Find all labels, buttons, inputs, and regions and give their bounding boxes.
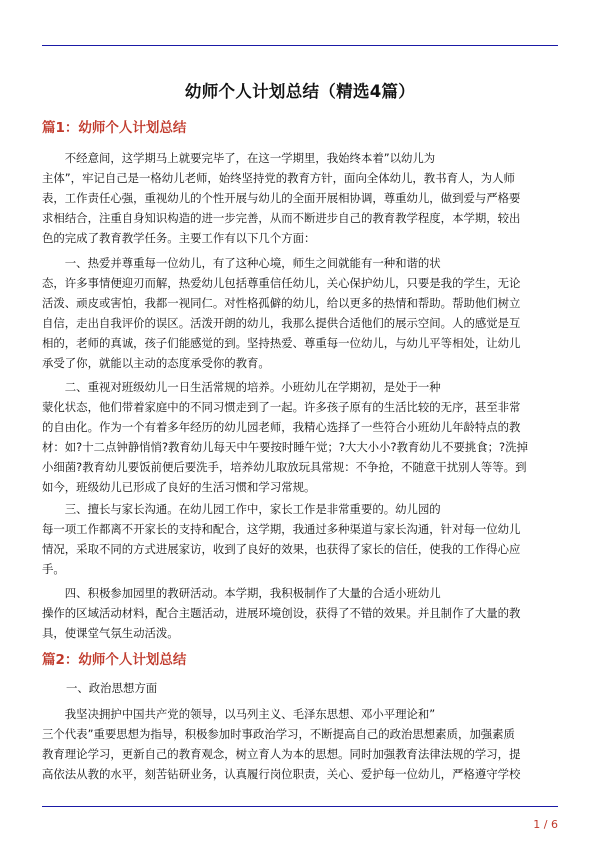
text-line: 如今，班级幼儿已形成了良好的生活习惯和学习常规。 xyxy=(42,480,316,494)
text-line: 一、热爱并尊重每一位幼儿，有了这种心境，师生之间就能有一种和谐的状 xyxy=(42,256,441,270)
text-line: 我坚决拥护中国共产党的领导，以马列主义、毛泽东思想、邓小平理论和” xyxy=(42,707,436,721)
paragraph-parent-communication xyxy=(42,499,560,579)
text-line: 表，工作责任心强，重视幼儿的个性开展与幼儿的全面开展相协调，尊重幼儿，做到爱与严格要 xyxy=(42,191,521,205)
paragraph-political-thought xyxy=(42,704,560,784)
text-line: 活泼、顽皮或害怕，我都一视同仁。对性格孤僻的幼儿，给以更多的热情和帮助。帮助他们树立 xyxy=(42,296,521,310)
text-line: 四、积极参加园里的教研活动。本学期，我积极制作了大量的合适小班幼儿 xyxy=(42,586,441,600)
text-line: 不经意间，这学期马上就要完毕了，在这一学期里，我始终本着”以幼儿为 xyxy=(42,151,436,165)
paragraph-teaching-research xyxy=(42,583,560,643)
text-line: 色的完成了教育教学任务。主要工作有以下几个方面： xyxy=(42,231,316,245)
page-indicator: 1 / 6 xyxy=(533,818,558,831)
text-line: 相的，老师的真诚，孩子们能感觉的到。坚持热爱、尊重每一位幼儿，与幼儿平等相处，让幼儿 xyxy=(42,336,521,350)
text-line: 教育理论学习，更新自己的教育观念，树立育人为本的思想。同时加强教育法律法规的学习，提 xyxy=(42,747,521,761)
document-title: 幼师个人计划总结（精选4篇） xyxy=(184,82,416,101)
paragraph-love-children xyxy=(42,253,560,373)
text-line: 三、擅长与家长沟通。在幼儿园工作中，家长工作是非常重要的。幼儿园的 xyxy=(42,502,441,516)
paragraph-daily-routine xyxy=(42,377,560,497)
text-line: 求相结合，注重自身知识构造的进一步完善，从而不断进步自己的教育教学程度，本学期，较出 xyxy=(42,211,521,225)
text-line: 自信，走出自我评价的误区。活泼开朗的幼儿，我那么提供合适他们的展示空间。人的感觉是互 xyxy=(42,316,521,330)
section-2-subheading: 一、政治思想方面 xyxy=(66,681,158,695)
text-line: 的自由化。作为一个有着多年经历的幼儿园老师，我精心选择了一些符合小班幼儿年龄特点的教 xyxy=(42,420,521,434)
section-1-heading: 篇1：幼师个人计划总结 xyxy=(42,120,187,136)
text-line: 三个代表”重要思想为指导，积极参加时事政治学习，不断提高自己的政治思想素质，加强素质 xyxy=(42,727,515,741)
text-line: 态，许多事情便迎刃而解，热爱幼儿包括尊重信任幼儿，关心保护幼儿，只要是我的学生，无论 xyxy=(42,276,521,290)
text-line: 每一项工作都离不开家长的支持和配合，这学期，我通过多种渠道与家长沟通，针对每一位幼儿 xyxy=(42,522,521,536)
section-2-heading: 篇2：幼师个人计划总结 xyxy=(42,652,187,668)
text-line: 小细菌?教育幼儿要饭前便后要洗手，培养幼儿取放玩具常规：不争抢，不随意干扰别人等等。到 xyxy=(42,460,527,474)
text-line: 承受了你，就能以主动的态度承受你的教育。 xyxy=(42,356,270,370)
text-line: 具，使课堂气氛生动活泼。 xyxy=(42,626,179,640)
text-line: 二、重视对班级幼儿一日生活常规的培养。小班幼儿在学期初，是处于一种 xyxy=(42,380,441,394)
footer-rule xyxy=(42,806,558,807)
paragraph-intro xyxy=(42,148,560,248)
text-line: 蒙化状态，他们带着家庭中的不同习惯走到了一起。许多孩子原有的生活比较的无序，甚至非常 xyxy=(42,400,521,414)
text-line: 材：如?十二点钟静悄悄?教育幼儿每天中午要按时睡午觉；?大大小小?教育幼儿不要挑食；?洗掉 xyxy=(42,440,528,454)
text-line: 手。 xyxy=(42,562,65,576)
text-line: 主体”，牢记自己是一格幼儿老师，始终坚持党的教育方针，面向全体幼儿，教书育人，为人师 xyxy=(42,171,515,185)
text-line: 高依法从教的水平，刻苦钻研业务，认真履行岗位职责，关心、爱护每一位幼儿，严格遵守学校 xyxy=(42,767,521,781)
text-line: 情况，采取不同的方式进展家访，收到了良好的效果，也获得了家长的信任，使我的工作得心应 xyxy=(42,542,521,556)
text-line: 操作的区域活动材料，配合主题活动，进展环境创设，获得了不错的效果。并且制作了大量的教 xyxy=(42,606,521,620)
header-rule xyxy=(42,45,558,46)
